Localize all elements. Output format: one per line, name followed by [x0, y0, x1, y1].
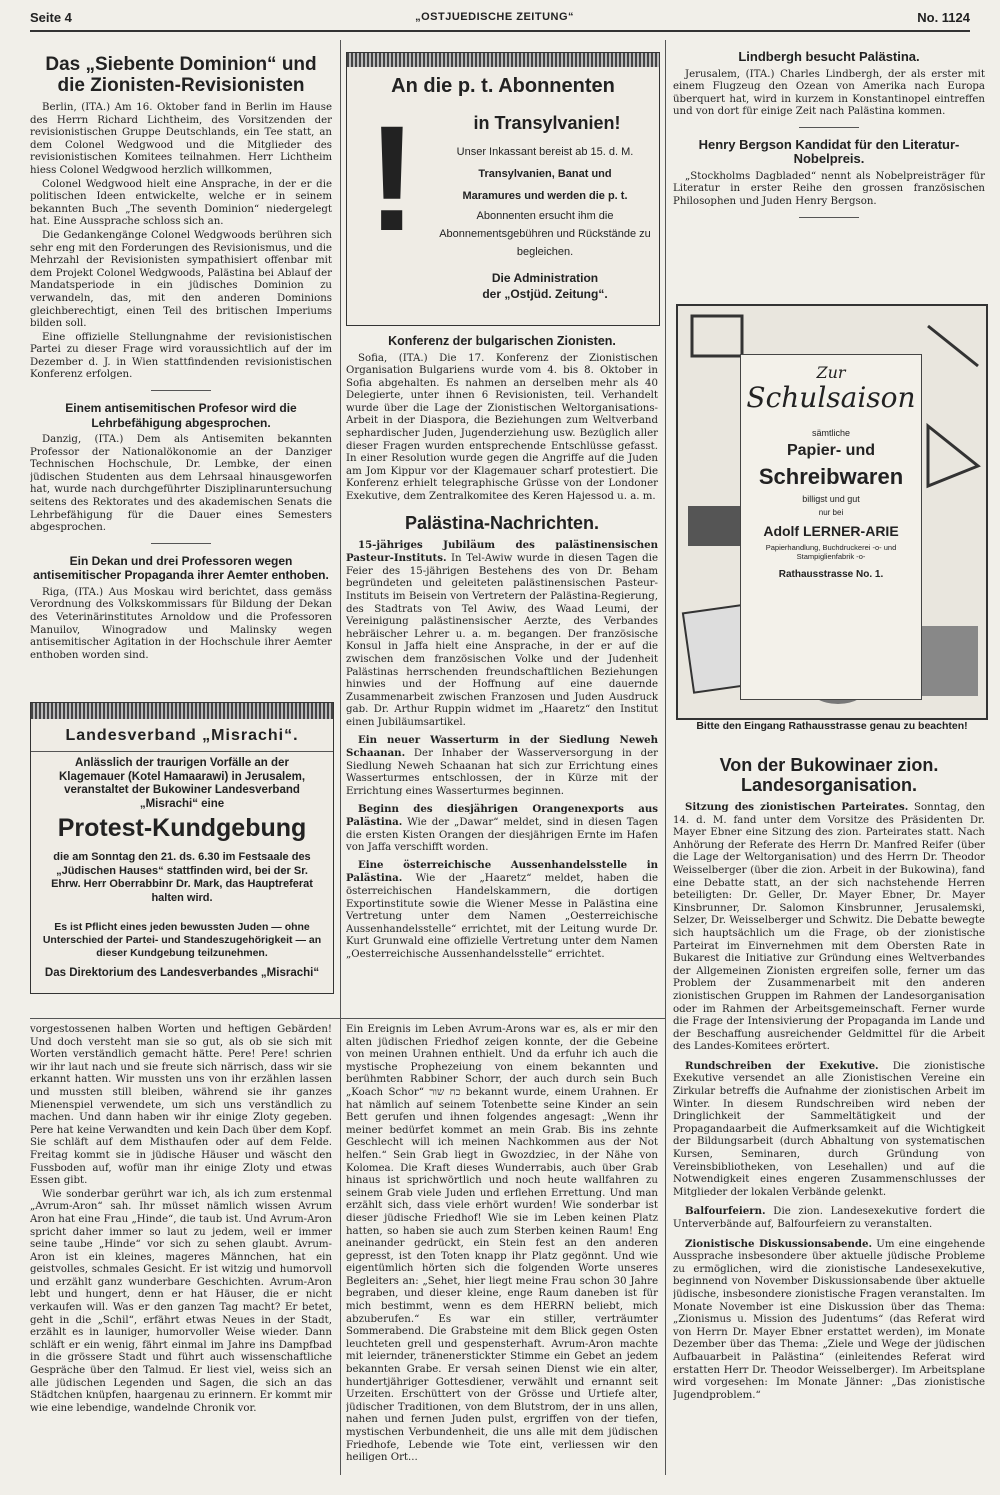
subhead: Rundschreiben der Exekutive.	[685, 1059, 879, 1072]
column-2	[346, 332, 658, 1012]
article-paragraph: „Stockholms Dagbladed“ nennt als Nobelpreisträger für Literatur in erster Reihe den grossen französischen Philosophen und Juden Henry Bergson.	[673, 170, 985, 208]
article-paragraph: Berlin, (ITA.) Am 16. Oktober fand in Berlin im Hause des Herrn Richard Lichtheim, des Vorsitzenden der revisionistischen Gruppe Deutschlands, ein Tee statt, an dem Colonel Wedgwood und die Mitglieder des revisionistischen Komitees teilnahmen. Herr Lichtheim hiess Colonel Wedgwood herzlich willkommen,	[30, 102, 332, 176]
ad-text: billigst und gut	[802, 494, 860, 504]
misrachi-heading: Landesverband „Misrachi“.	[65, 727, 299, 744]
article-paragraph: Danzig, (ITA.) Dem als Antisemiten bekannten Professor der Nationalökonomie an der Danziger Technischen Hochschule, Dr. Lembke, der einen jüdischen Studenten aus dem Lehrsaal hinausgeworfen hat, wurde nach durchgeführter Disziplinaruntersuchung seitens des Rektorates und des akademischen Senats die Lehrbefähigung für die Dauer eines Semesters abgesprochen.	[30, 434, 332, 534]
headline-palaestina: Palästina-Nachrichten.	[404, 512, 600, 533]
headline-bukowina: Von der Bukowinaer zion. Landesorganisation.	[719, 755, 939, 795]
ad-text: sämtliche	[811, 428, 850, 438]
ad-zur: Zur	[816, 363, 846, 382]
article-paragraph: Riga, (ITA.) Aus Moskau wird berichtet, dass gemäss Verordnung des Volkskommissars für Bildung der Dekan des Veterinärinstitutes Arnoldow und die Professoren Manuilov, Winogradow und Malinsky wegen antisemitischer Agitation in der Hochschule ihrer Aemter enthoben worden sind.	[30, 586, 332, 661]
column-3-bottom	[673, 745, 985, 1475]
subhead: 15-jähriges Jubiläum des palästinensischen Pasteur-Instituts.	[346, 538, 658, 565]
article-text: Die zion. Landesexekutive fordert die Unterverbände auf, Balfourfeiern zu veranstalten.	[673, 1206, 985, 1230]
administration-sign: Die Administration	[491, 271, 599, 285]
ad-papier: Papier- und	[786, 442, 875, 459]
article-paragraph: Die Gedankengänge Colonel Wedgwoods berühren sich sehr eng mit den Forderungen des Revisionismus, und die Mehrzahl der Revisionisten sympathisiert offenbar mit dem Projekt Colonel Wedgwoods, Palästina bei Ablauf der Mandatsperiode in ein jüdisches Dominion zu verwandeln, das, mit den anderen Dominions gleichberechtigt, einen Teil des britischen Imperiums bilden soll.	[30, 229, 332, 330]
ad-address: Rathausstrasse No. 1.	[778, 569, 884, 580]
headline-lindbergh: Lindbergh besucht Palästina.	[738, 49, 920, 64]
subhead: Beginn des diesjährigen Orangenexports aus Palästina.	[346, 802, 658, 829]
abonnenten-notice	[346, 52, 660, 326]
lerner-advertisement	[676, 304, 988, 720]
divider	[31, 751, 333, 752]
article-text: Wie der „Dawar“ meldet, sind in diesen Tagen die ersten Kisten Orangen der diesjährigen Ernte im Hafen von Jaffa verschifft worden.	[346, 817, 658, 854]
ad-schulsaison: Schulsaison	[746, 381, 916, 414]
feuilleton-paragraph: Ein Ereignis im Leben Avrum-Arons war es, als er mir den alten jüdischen Friedhof zeigen konnte, der die Gebeine von meinen Urahnen enthielt. Und da erfuhr ich auch die mystische Prophezeiung von einem bekannten und berühmten Rabbiner Schorr, der auch durch sein Buch „Koach Schor“ כח שור bekannt wurde, einem Urahnen. Er hat nämlich auf seinem Totenbette seine Kinder an sein Bett gerufen und ihnen folgendes angesagt: „Wenn ihr meiner bedürfet kommet an mein Grab. Bis ins zehnte Geschlecht will ich meinen Nachkommen aus der Not helfen.“ Sein Grab liegt in Gwozdziec, in der Nähe von Kolomea. Die Kraft dieses Wunderrabis, auch über Grab hinaus ist sprichwörtlich und noch heute wallfahren zu seinem Grab viele Juden und erflehen Errettung. Und man erzählt sich, dass viele erhört wurden! Wie sonderbar ist dieser jüdische Friedhof! Wie sie im Leben keinen Platz hatten, so haben sie auch zum Sterben keinen Raum! Eng aneinander gedrückt, ein Stein fest an den anderen gepresst, ist den Toten knapp ihr Platz gegönnt. Und wie eigentümlich hörten sich die folgenden Worte unseres Begleiters an: „Sehet, hier liegt meine Frau schon 30 Jahre begraben, und dieser kleine, enge Raum daneben ist für mich bestimmt, wenn es dem HERRN beliebt, mich abzuberufen.“ Es war ein stiller, verträumter Sommerabend. Die Grabsteine mit dem Blick gegen Osten leuchteten grell und gespensterhaft. Avrum-Aron machte mit leiernder, tränenerstickter Stimme ein Gebet an jedem bekannten Grabe. Er versah seinen Dienst wie ein alter, hundertjähriger Gottesdiener, verwählt und ernannt seit Urzeiten. Erschüttert von der Grösse und Urtiefe alter, jüdischer Traditionen, von dem Blutstrom, der in uns allen, nahen und fernen Juden pulst, ergriffen von der tiefen, mystischen Verbundenheit, die uns alle mit dem jüdischen Friedhofe, Lebende wie Tote eint, verliessen wir den heiligen Ort...	[346, 1024, 658, 1464]
notice-line: Unser Inkassant bereist ab 15. d. M.	[456, 146, 634, 158]
exclamation-mark: !	[367, 94, 417, 262]
separator	[151, 543, 211, 544]
article-text: Sonntag, den 14. d. M. fand unter dem Vorsitze des Präsidenten Dr. Mayer Ebner eine Sitzung des zion. Parteirates statt. Nach Anhörung der Referate des Herrn Dr. Manfred Reifer (über die Lage der Weltorganisation) und des Herrn Dr. Theodor Weisselberger (über die zion. Arbeit in der Bukowina), fand eine Debatte statt, an der sich nachstehende Herren beteiligten: Dr. Geller, Dr. Mayer Ebner, Dr. Mayer Kinsbrunner, Dr. Salomon Kinsbrunner, Jerusalemski, Selzer, Dr. Weisselberger und Schwitz. Die Debatte bewegte sich hauptsächlich um die Frage, ob der zionistische Parteirat im Einvernehmen mit dem Obersten Rate in Bukarest die Initiative zur Gründung eines Weltverbandes der Allgemeinen Zionisten ergreifen solle, ferner um das Problem der Zusammenarbeit mit den anderen zionistischen Gruppen im Rahmen der Landesorganisation oder im Rahmen der Arbeitsgemeinschaft. Ferner wurde die Frage der Intensivierung der Propaganda im Lande und der Beschaffung ausreichender Geldmittel für die Arbeit des Landes-Komitees erörtert.	[673, 802, 985, 1053]
ad-text: nur bei	[818, 508, 844, 517]
administration-sign: der „Ostjüd. Zeitung“.	[482, 287, 608, 301]
misrachi-signature: Das Direktorium des Landesverbandes „Misrachi“	[44, 967, 320, 979]
article-text: Die zionistische Exekutive versendet an alle Zionistischen Vereine ein Zirkular betreffs die Aufnahme der zionistischen Arbeit im Winter. In diesem Rundschreiben wird neben der Dringlichkeit der Sammeltätigkeit und der Propagandaarbeit die Aufmerksamkeit auf die Wichtigkeit der Bildungsarbeit (durch Abhaltung von systematischen Kursen, Seminaren, durch Gründung von Vereinsbibliotheken, von Lesehallen) und auf die Notwendigkeit eines engeren Zusammenschlusses der Mitglieder der lokalen Verbände gelenkt.	[673, 1060, 985, 1198]
abonnenten-body	[437, 141, 653, 261]
headline-dominion: Das „Siebente Dominion“ und die Zionisten-Revisionisten	[45, 54, 317, 96]
frame-icon	[692, 316, 742, 356]
headline-bergson: Henry Bergson Kandidat für den Literatur-Nobelpreis.	[698, 136, 960, 167]
article-text: Der Inhaber der Wasserversorgung in der Siedlung Neweh Schaanan hat sich zur Errichtung eines Wasserturmes entschlossen, der in Kürze mit der Errichtung eines Wasserturmes beginnen.	[346, 748, 658, 797]
subhead: Sitzung des zionistischen Parteirates.	[685, 801, 909, 813]
feuilleton-column-1	[30, 1024, 332, 1476]
headline-bulgarien: Konferenz der bulgarischen Zionisten.	[388, 334, 616, 348]
notice-line: Transylvanien, Banat und	[478, 168, 612, 180]
decorative-band	[31, 703, 333, 719]
transylvanien-heading: in Transylvanien!	[473, 113, 621, 133]
misrachi-duty: Es ist Pflicht eines jeden bewussten Juden — ohne Unterschied der Partei- und Standeszugehörigkeit — an dieser Kundgebung teilzunehmen.	[42, 921, 322, 959]
article-paragraph: Colonel Wedgwood hielt eine Ansprache, in der er die politischen Ideen entwickelte, welche er in seinem bekannten Buch „The seventh Dominion“ niedergelegt hat. Eine Aussprache schloss sich an.	[30, 178, 332, 228]
feuilleton-paragraph: vorgestossenen halben Worten und heftigen Gebärden! Und doch versteht man sie so gut, als ob sie sich mit Worten verständlich gemacht hätte. Pere! Pere! schrien wir ihr laut nach und sie freute sich närrisch, dass wir sie erkannt hatten. Wir mussten uns von ihr erzählen lassen und mussten still bleiben, während sie ihr ganzes Mienenspiel verwendete, um sich uns verständlich zu machen. Und dann haben wir ihr einige Zloty gegeben. Pere hat keine Verwandten und kein Dach über dem Kopf. Sie schläft auf dem Misthaufen oder auf dem Felde. Freitag kommt sie in jüdische Häuser und wäscht den Fussboden auf, wofür man ihr einige Zloty und etwas Essen gibt.	[30, 1024, 332, 1187]
issue-number: No. 1124	[917, 9, 970, 25]
set-square-icon	[928, 426, 978, 486]
ad-company: Adolf LERNER-ARIE	[763, 523, 899, 539]
column-rule	[340, 40, 341, 1475]
ad-schreibwaren: Schreibwaren	[758, 464, 904, 489]
separator	[799, 217, 859, 218]
column-rule	[665, 40, 666, 1475]
decorative-band	[347, 53, 659, 67]
ad-text: Papierhandlung, Buchdruckerei -o- und Stampiglienfabrik -o-	[765, 543, 897, 561]
page-number: Seite 4	[30, 9, 72, 25]
article-paragraph: Jerusalem, (ITA.) Charles Lindbergh, der als erster mit einem Flugzeug den Ozean von Amerika nach Europa überquert hat, wird in kurzem in Konstantinopel eintreffen und von dort für einige Zeit nach Palästina kommen.	[673, 68, 985, 118]
separator	[799, 127, 859, 128]
subhead: Balfourfeiern.	[685, 1205, 766, 1218]
section-rule	[30, 1018, 665, 1019]
notice-line: Abonnenten ersucht ihm die Abonnementsgebühren und Rückstände zu begleichen.	[439, 210, 651, 258]
article-text: Um eine eingehende Aussprache insbesondere über aktuelle jüdische Probleme zu ermöglichen, wird die zionistische Landesexekutive, beginnend von November Diskussionsabende über aktuelle jüdische, insbesondere zionistische Fragen veranstalten. Im Monate November ist eine Diskussion über das Thema: „Zionismus u. Mission des Judentums“ (das Referat wird von Herrn Dr. Mayer Ebner erstattet werden), im Monate Dezember über das Thema: „Ziele und Wege der jüdischen Aufbauarbeit in Palästina“ (einleitendes Referat wird erstatten Herr Dr. Theodor Weisselberger). Im Arbeitsplane wird vorgesehen: Im Monate Jänner: „Das zionistische Jugendproblem.“	[673, 1238, 985, 1401]
article-text: Wie der „Haaretz“ meldet, haben die österreichischen Handelskammern, die dortigen Exportinstitute sowie die Wiener Messe in Palästina eine Vertretung unter dem Namen „Oesterreichische Aussenhandelsstelle“ errichtet, mit der Leitung wurde Dr. Kurt Grunwald eine offizielle Vertretung unter dem Namen „Oesterreichische Aussenhandelsstelle“ errichtet.	[346, 873, 658, 961]
feuilleton-column-2	[346, 1024, 658, 1476]
column-1	[30, 52, 332, 692]
pencil-box-icon	[688, 506, 743, 546]
page-header	[30, 4, 970, 32]
article-paragraph: Sofia, (ITA.) Die 17. Konferenz der Zionistischen Organisation Bulgariens wurde vom 4. bis 8. Oktober in Sofia abgehalten. Es nahmen an derselben mehr als 40 Delegierte, unter ihnen 6 Revisionisten, teil. Verhandelt wurde über die Lage der Zionistischen Weltorganisations-Arbeit in der Diaspora, die Beziehungen zum Weltverband sephardischer Juden, Jugenderziehung usw. Bezüglich aller dieser Fragen wurden entsprechende Entschlüsse gefasst. In einer Resolution wurde gegen die Angriffe auf die Juden am Jom Kippur vor der Klagemauer scharf protestiert. Die Konferenz erhielt telegraphische Grüsse von der Londoner Exekutive, dem Zentralkomitee des Keren Hajessod u. a. m.	[346, 352, 658, 503]
article-text: In Tel-Awiw wurde in diesen Tagen die Feier des 15-jährigen Bestehens des von Dr. Beham begründeten und geleiteten palästinensischen Pasteur-Instituts im Beisein von Vertretern der Palästina-Regierung, des Stadtrats von Tel Awiw, des Waad Leumi, der Vereinigung palästinensischer Aerzte, des Verbandes hebräischer Lehrer u. a. m. begangen. Der französische Konsul in Jaffa hielt eine Ansprache, in der er auf die zwischen dem französischen Volke und der Judenheit Palästinas herrschenden freundschaftlichen Beziehungen hinwies und der Hoffnung auf eine dauernde Zusammenarbeit zwischen Franzosen und Juden Ausdruck gab. Dr. Arthur Ruppin widmet im „Haaretz“ den Institut einen Jubiläumsartikel.	[346, 553, 658, 728]
separator	[151, 390, 211, 391]
subhead: Eine österreichische Aussenhandelsstelle in Palästina.	[346, 858, 658, 885]
abonnenten-heading: An die p. t. Abonnenten	[391, 75, 615, 97]
newspaper-name: „OSTJUEDISCHE ZEITUNG“	[415, 11, 575, 23]
headline-professor: Einem antisemitischen Profesor wird die Lehrbefähigung abgesprochen.	[65, 401, 297, 430]
misrachi-details: die am Sonntag den 21. ds. 6.30 im Festsaale des „Jüdischen Hauses“ stattfinden wird, bei der Sr. Ehrw. Herr Oberrabbinr Dr. Mark, das Hauptreferat halten wird.	[51, 851, 313, 904]
advertisement-text-panel	[740, 354, 922, 700]
misrachi-announcement	[30, 702, 334, 994]
notice-line: Maramures und werden die p. t.	[462, 190, 628, 202]
subhead: Ein neuer Wasserturm in der Siedlung Neweh Schaanan.	[346, 733, 658, 760]
misrachi-intro: Anlässlich der traurigen Vorfälle an der Klagemauer (Kotel Hamaarawi) in Jerusalem, veranstaltet der Bukowiner Landesverband „Misrachi“ eine	[58, 757, 306, 810]
ad-footer: Bitte den Eingang Rathausstrasse genau zu beachten!	[696, 720, 968, 732]
article-paragraph: Eine offizielle Stellungnahme der revisionistischen Partei zu dieser Frage wird voraussichtlich auf der im Dezember d. J. in Wien stattfindenden revisionistischen Konferenz erfolgen.	[30, 331, 332, 381]
headline-dekan: Ein Dekan und drei Professoren wegen antisemitischer Propaganda ihrer Aemter enthoben.	[33, 553, 329, 583]
subhead: Zionistische Diskussionsabende.	[685, 1237, 873, 1250]
pen-icon	[928, 326, 978, 366]
feuilleton-paragraph: Wie sonderbar gerührt war ich, als ich zum erstenmal „Avrum-Aron“ sah. Ihr müsset nämlich wissen Avrum Aron hat eine Frau „Hinde“, die taub ist. Und Avrum-Aron spricht daher immer so laut zu jedem, weil er immer seine taube „Hinde“ vor sich zu sehen glaubt. Avrum-Aron ist ein kleines, mageres Männchen, hat ein geistvolles, schmales Gesicht. Er ist witzig und humorvoll und erzählt ganz wunderbare Geschichten. Avrum-Aron lebt und hungert, denn er hat Häuser, die er nicht verkaufen will. Was er den ganzen Tag macht? Er betet, geht in die „Schil“, erfährt etwas Neues in der Stadt, erzählt es in launiger, humorvoller Weise wieder. Dann schläft er ein wenig, fährt einmal im Jahre ins Dampfbad in die grössere Stadt und führt auch wissenschaftliche Gespräche über den Talmud. Er liest viel, weiss sich an alle jüdischen Legenden und Sagen, die sich an das Städtchen knüpfen, haargenau zu erinnern. Er kommt mir wie eine lebendige, wandelnde Chronik vor.	[30, 1188, 332, 1414]
column-3-top	[673, 48, 985, 298]
protest-headline: Protest-Kundgebung	[57, 814, 307, 842]
